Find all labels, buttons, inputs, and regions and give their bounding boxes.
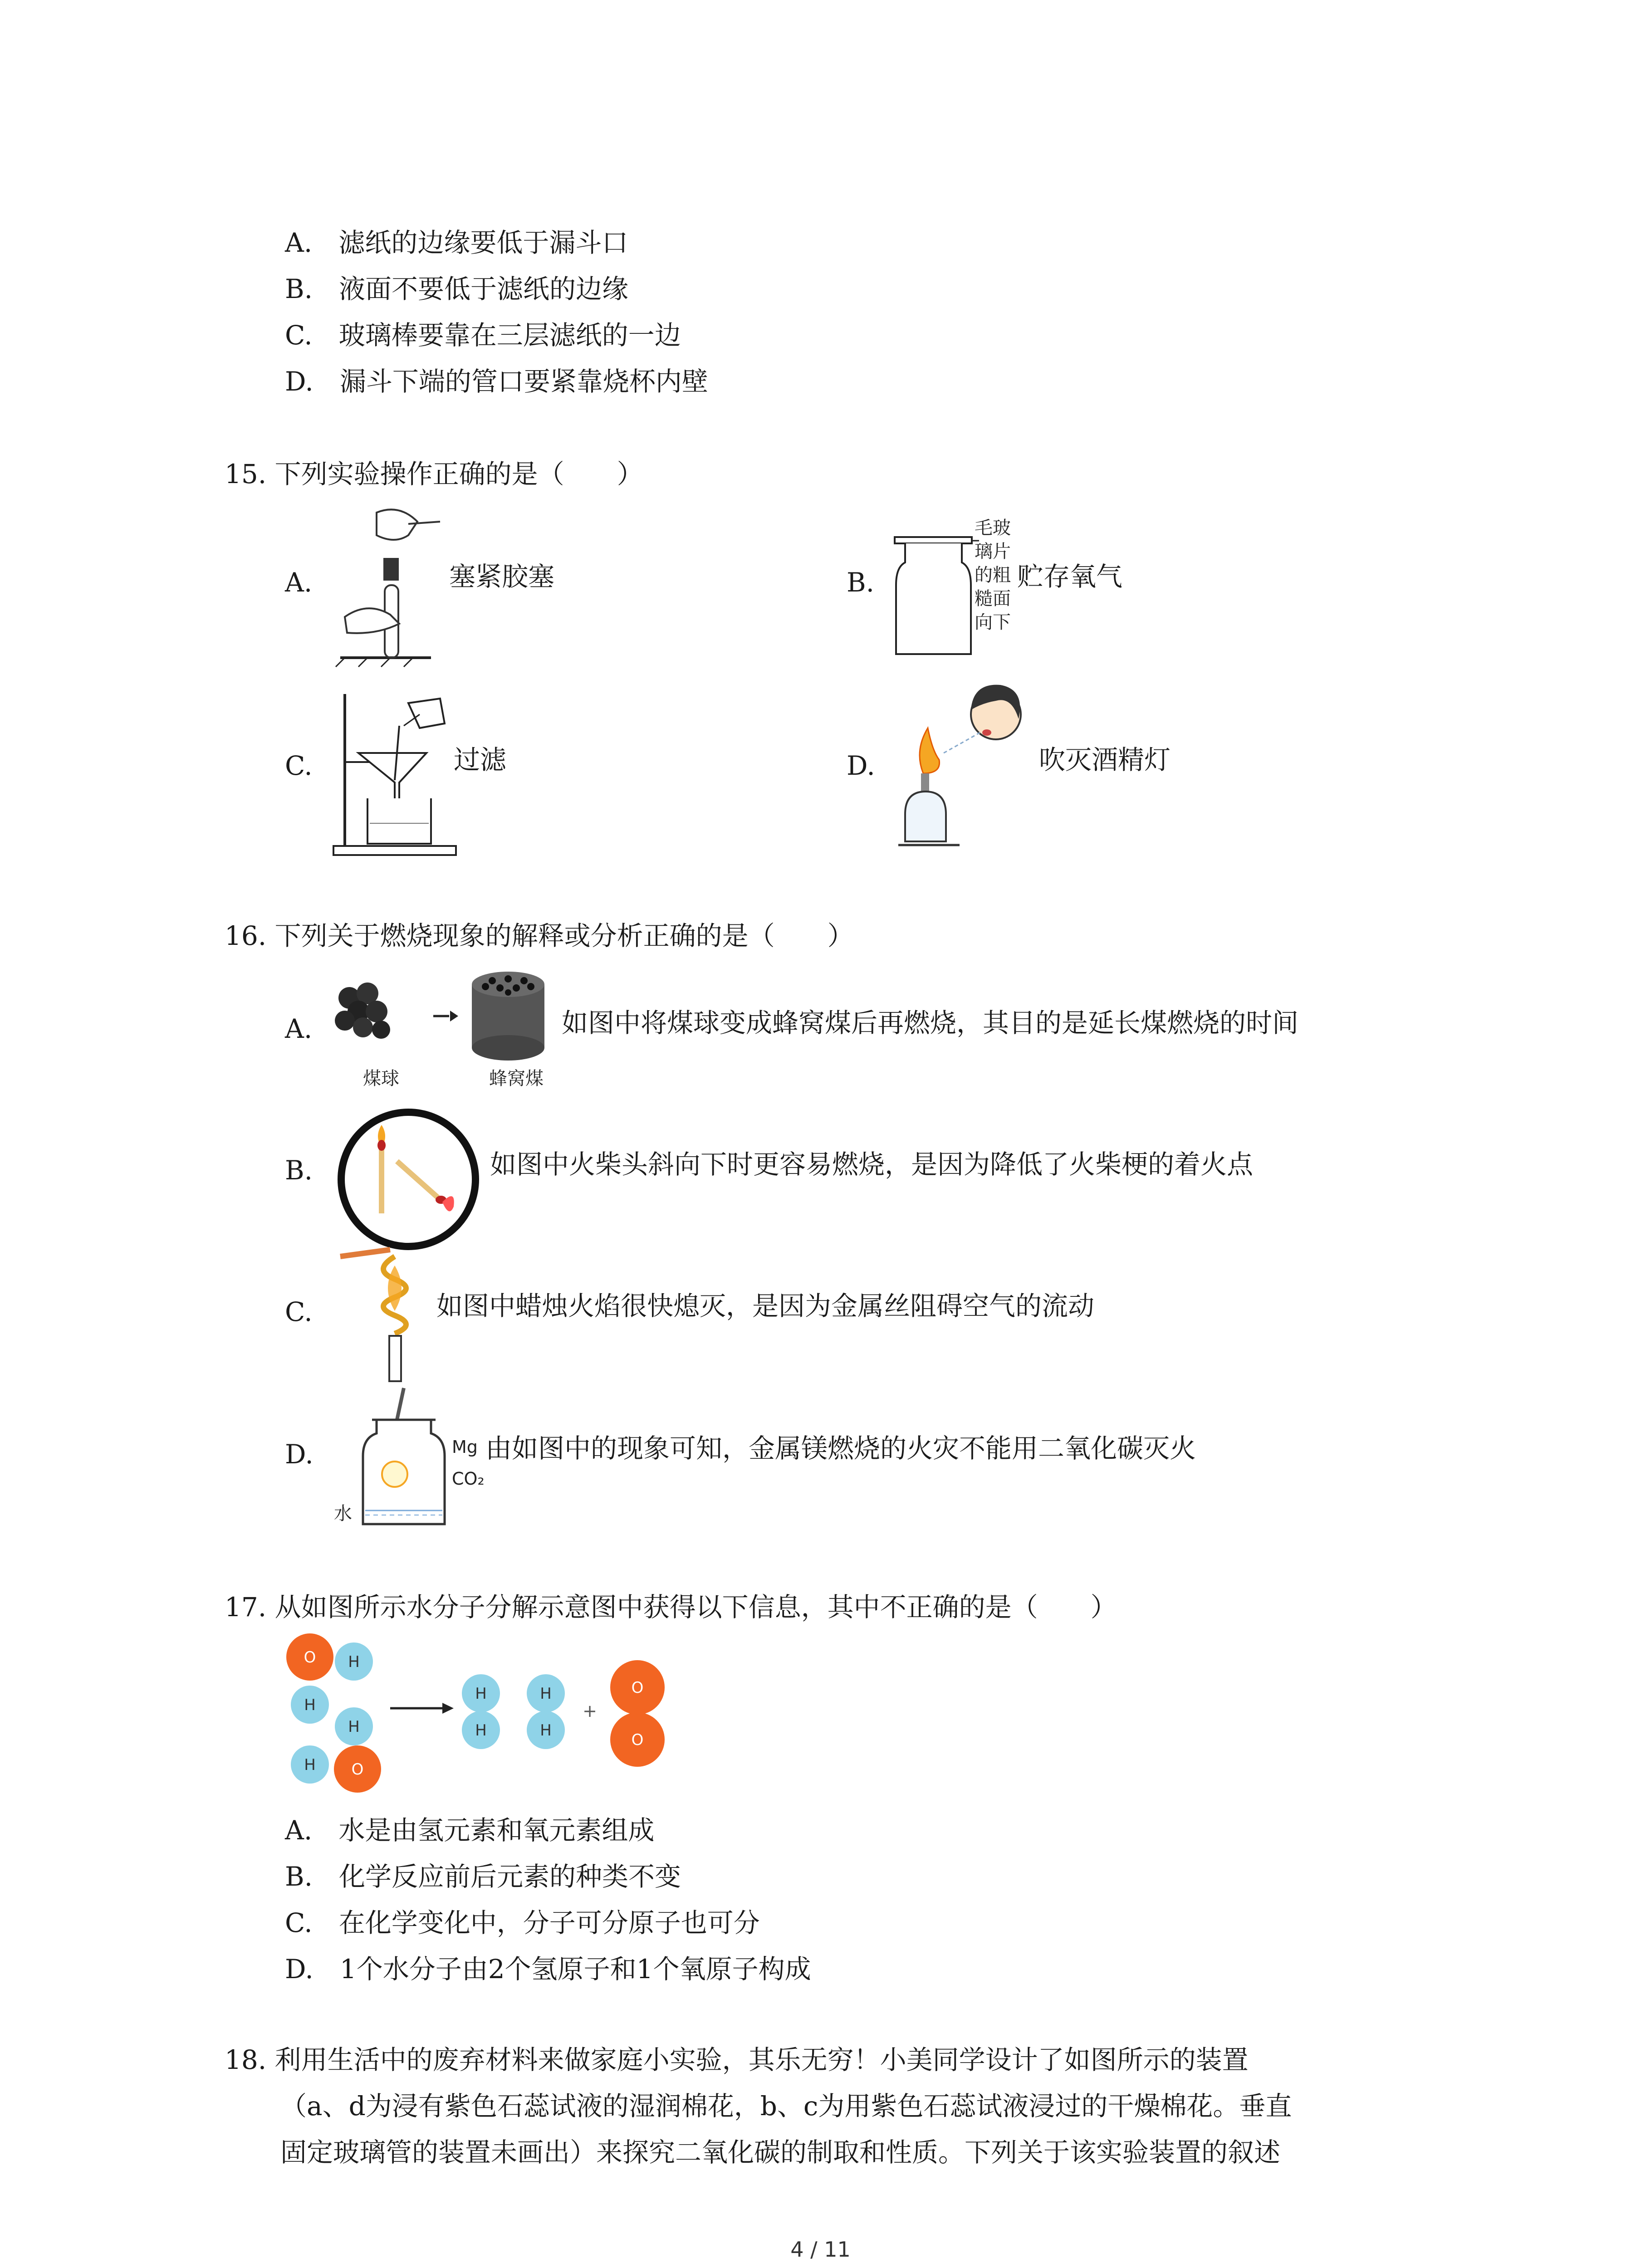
- q15-option-a-text: 塞紧胶塞: [449, 561, 555, 592]
- note-line: 璃片: [975, 541, 1011, 562]
- hydrogen-atom-label: H: [475, 1685, 487, 1703]
- q18-line-2: （a、d为浸有紫色石蕊试液的湿润棉花，b、c为用紫色石蕊试液浸过的干燥棉花。垂直: [280, 2091, 1292, 2121]
- filtration-illustration: [331, 689, 463, 857]
- q15-option-b-text: 贮存氧气: [1017, 561, 1123, 592]
- q16-stem: 16. 下列关于燃烧现象的解释或分析正确的是（ ）: [225, 920, 854, 951]
- oxygen-atom-label: O: [631, 1731, 644, 1749]
- glass-plate-note: [975, 516, 1011, 634]
- water-decomposition-diagram: [281, 1628, 681, 1810]
- insert-stopper-illustration: [327, 503, 445, 667]
- q18-line-1: 18. 利用生活中的废弃材料来做家庭小实验，其乐无穷！小美同学设计了如图所示的装置: [225, 2044, 1249, 2075]
- coal-ball-caption: 煤球: [363, 1068, 399, 1089]
- q16-option-d-label: D.: [285, 1439, 314, 1470]
- oxygen-atom-label: O: [304, 1648, 316, 1667]
- gas-bottle-illustration: [894, 535, 980, 658]
- q14-option-a: A. 滤纸的边缘要低于漏斗口: [285, 227, 628, 258]
- q14-option-c: C. 玻璃棒要靠在三层滤纸的一边: [285, 320, 681, 351]
- q17-option-d: D. 1个水分子由2个氢原子和1个氧原子构成: [285, 1954, 811, 1984]
- note-line: 的粗: [975, 565, 1011, 586]
- plus-sign: +: [583, 1701, 597, 1721]
- oxygen-atom-label: O: [351, 1760, 364, 1779]
- q17-option-a: A. 水是由氢元素和氧元素组成: [285, 1815, 655, 1846]
- oxygen-atom-label: O: [631, 1679, 644, 1697]
- hydrogen-atom-label: H: [348, 1718, 360, 1736]
- q16-option-c-label: C.: [285, 1296, 313, 1327]
- page-number: 4 / 11: [790, 2237, 851, 2262]
- q14-option-b: B. 液面不要低于滤纸的边缘: [285, 274, 629, 304]
- q17-option-c: C. 在化学变化中，分子可分原子也可分: [285, 1907, 760, 1938]
- q16-option-d-text: 由如图中的现象可知，金属镁燃烧的火灾不能用二氧化碳灭火: [485, 1433, 1196, 1464]
- water-label: 水: [334, 1503, 352, 1524]
- q16-option-b-label: B.: [285, 1155, 313, 1186]
- q15-option-c-label: C.: [285, 750, 313, 781]
- co2-label: CO₂: [452, 1469, 485, 1489]
- blow-out-lamp-illustration: [896, 678, 1032, 860]
- q15-option-d-label: D.: [847, 750, 875, 781]
- q17-option-b: B. 化学反应前后元素的种类不变: [285, 1861, 681, 1892]
- note-line: 向下: [975, 612, 1011, 633]
- q17-stem: 17. 从如图所示水分子分解示意图中获得以下信息，其中不正确的是（ ）: [225, 1592, 1117, 1623]
- q18-line-3: 固定玻璃管的装置未画出）来探究二氧化碳的制取和性质。下列关于该实验装置的叙述: [280, 2137, 1281, 2168]
- q16-option-b-text: 如图中火柴头斜向下时更容易燃烧，是因为降低了火柴梗的着火点: [490, 1149, 1254, 1180]
- candle-wire-coil-illustration: [331, 1238, 449, 1383]
- hydrogen-atom-label: H: [540, 1685, 552, 1703]
- coal-ball-to-honeycomb-illustration: [331, 962, 567, 1070]
- q15-option-a-label: A.: [285, 567, 313, 598]
- note-line: 糙面: [975, 588, 1011, 609]
- q14-option-d: D. 漏斗下端的管口要紧靠烧杯内壁: [285, 366, 708, 397]
- magnesium-in-co2-bottle-illustration: [358, 1383, 449, 1533]
- mg-label: Mg: [452, 1437, 478, 1457]
- hydrogen-atom-label: H: [304, 1756, 316, 1774]
- note-line: 毛玻: [975, 518, 1011, 538]
- q16-option-a-text: 如图中将煤球变成蜂窝煤后再燃烧，其目的是延长煤燃烧的时间: [562, 1007, 1299, 1038]
- match-illustration: [336, 1107, 490, 1252]
- hydrogen-atom-label: H: [475, 1721, 487, 1740]
- hydrogen-atom-label: H: [348, 1653, 360, 1671]
- q16-option-a-label: A.: [285, 1013, 313, 1044]
- q15-option-c-text: 过滤: [454, 744, 507, 775]
- q16-option-c-text: 如图中蜡烛火焰很快熄灭，是因为金属丝阻碍空气的流动: [436, 1290, 1095, 1321]
- hydrogen-atom-label: H: [540, 1721, 552, 1740]
- q15-option-d-text: 吹灭酒精灯: [1039, 744, 1171, 775]
- q15-option-b-label: B.: [847, 567, 875, 598]
- honeycomb-coal-caption: 蜂窝煤: [489, 1068, 544, 1089]
- q15-stem: 15. 下列实验操作正确的是（ ）: [225, 459, 643, 489]
- hydrogen-atom-label: H: [304, 1696, 316, 1714]
